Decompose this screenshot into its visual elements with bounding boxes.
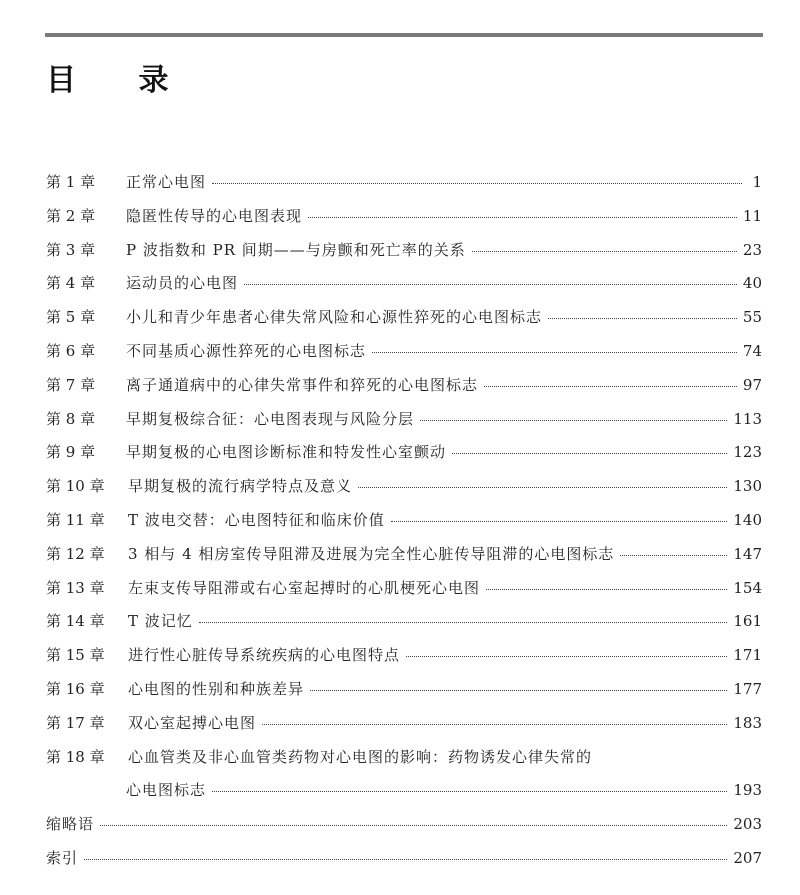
toc-entry[interactable] (46, 673, 762, 707)
page-number: 130 (733, 477, 762, 496)
page-number: 113 (733, 409, 762, 428)
chapter-title-line2: 心电图标志 (126, 781, 207, 800)
chapter-number: 第 7 章 (46, 375, 96, 394)
chapter-title: 正常心电图 (126, 173, 207, 191)
dot-leader (420, 419, 727, 421)
entry-title: 索引 (46, 848, 79, 867)
chapter-number: 第 8 章 (46, 409, 96, 428)
chapter-title: 离子通道病中的心律失常事件和猝死的心电图标志 (126, 375, 479, 394)
chapter-number: 第 5 章 (46, 308, 96, 327)
chapter-number: 第 12 章 (46, 544, 105, 563)
toc-entry[interactable] (46, 504, 762, 538)
toc-entry[interactable] (46, 335, 762, 369)
dot-leader (620, 554, 727, 556)
chapter-title: 早期复极综合征：心电图表现与风险分层 (126, 409, 415, 428)
dot-leader (452, 452, 727, 454)
chapter-number: 第 4 章 (46, 274, 96, 293)
page-number: 1 (752, 173, 762, 191)
dot-leader (472, 250, 737, 252)
chapter-title: T 波电交替：心电图特征和临床价值 (128, 510, 385, 529)
toc-entry[interactable] (46, 234, 762, 268)
toc-entry[interactable] (46, 403, 762, 437)
dot-leader (84, 858, 727, 860)
page-number: 147 (733, 544, 762, 563)
dot-leader (212, 182, 742, 184)
page-number: 74 (742, 341, 762, 360)
page-number: 177 (733, 679, 762, 698)
page-number: 97 (742, 375, 762, 394)
chapter-number: 第 18 章 (46, 747, 105, 766)
dot-leader (406, 655, 727, 657)
page-number: 23 (742, 240, 762, 259)
page-number: 183 (733, 713, 762, 732)
page-number: 203 (733, 815, 762, 834)
page-number: 55 (742, 308, 762, 327)
chapter-number: 第 6 章 (46, 341, 96, 360)
chapter-number: 第 9 章 (46, 443, 96, 462)
table-of-contents (46, 166, 762, 876)
dot-leader (484, 385, 737, 387)
chapter-title: 左束支传导阻滞或右心室起搏时的心肌梗死心电图 (128, 578, 481, 597)
dot-leader (244, 283, 737, 285)
toc-entry[interactable] (46, 470, 762, 504)
chapter-title: 不同基质心源性猝死的心电图标志 (126, 341, 367, 360)
page-number: 207 (733, 848, 762, 867)
page-number: 140 (733, 510, 762, 529)
chapter-number: 第 2 章 (46, 206, 96, 225)
page-number: 123 (733, 443, 762, 462)
chapter-title: 心电图的性别和种族差异 (128, 679, 305, 698)
chapter-title: 隐匿性传导的心电图表现 (126, 206, 303, 225)
dot-leader (262, 723, 727, 725)
chapter-number: 第 11 章 (46, 510, 105, 529)
toc-entry-chapter-18[interactable] (46, 741, 762, 775)
page-number: 154 (733, 578, 762, 597)
toc-entry-chapter-18-continued[interactable] (46, 774, 762, 808)
entry-title: 缩略语 (46, 815, 95, 834)
toc-entry[interactable] (46, 572, 762, 606)
page-number: 193 (733, 781, 762, 800)
chapter-number: 第 10 章 (46, 477, 105, 496)
toc-entry[interactable] (46, 267, 762, 301)
chapter-title: 早期复极的心电图诊断标准和特发性心室颤动 (126, 443, 447, 462)
dot-leader (310, 689, 727, 691)
toc-entry[interactable] (46, 639, 762, 673)
toc-entry[interactable] (46, 436, 762, 470)
page-number: 11 (742, 206, 762, 225)
dot-leader (391, 520, 728, 522)
dot-leader (372, 351, 737, 353)
dot-leader (486, 588, 727, 590)
chapter-title: 双心室起搏心电图 (128, 713, 257, 732)
chapter-number: 第 17 章 (46, 713, 105, 732)
chapter-number: 第 13 章 (46, 578, 105, 597)
chapter-title: 小儿和青少年患者心律失常风险和心源性猝死的心电图标志 (126, 308, 543, 327)
chapter-title-line1: 心血管类及非心血管类药物对心电图的影响：药物诱发心律失常的 (128, 747, 593, 766)
dot-leader (100, 824, 727, 826)
chapter-title: 进行性心脏传导系统疾病的心电图特点 (128, 646, 401, 665)
top-rule (45, 33, 763, 37)
toc-entry[interactable] (46, 200, 762, 234)
page-number: 40 (742, 274, 762, 293)
toc-entry[interactable] (46, 538, 762, 572)
page-number: 171 (733, 646, 762, 665)
chapter-title: 运动员的心电图 (126, 274, 239, 293)
dot-leader (358, 486, 727, 488)
toc-entry[interactable] (46, 605, 762, 639)
dot-leader (212, 790, 727, 792)
chapter-number: 第 3 章 (46, 240, 96, 259)
toc-entry[interactable] (46, 707, 762, 741)
page-number: 161 (733, 612, 762, 631)
chapter-number: 第 14 章 (46, 612, 105, 631)
toc-entry[interactable] (46, 369, 762, 403)
toc-entry-abbreviations[interactable] (46, 808, 762, 842)
chapter-number: 第 16 章 (46, 679, 105, 698)
toc-entries (46, 166, 762, 741)
chapter-number: 第 1 章 (46, 173, 96, 191)
toc-entry[interactable] (46, 301, 762, 335)
dot-leader (548, 317, 737, 319)
toc-entry-index[interactable] (46, 842, 762, 876)
chapter-title: 3 相与 4 相房室传导阻滞及进展为完全性心脏传导阻滞的心电图标志 (128, 544, 615, 563)
page-title: 目 录 (46, 63, 195, 98)
chapter-title: 早期复极的流行病学特点及意义 (128, 477, 353, 496)
dot-leader (308, 216, 737, 218)
chapter-title: P 波指数和 PR 间期——与房颤和死亡率的关系 (126, 240, 466, 259)
chapter-title: T 波记忆 (128, 612, 193, 631)
chapter-number: 第 15 章 (46, 646, 105, 665)
toc-entry[interactable] (46, 166, 762, 200)
dot-leader (199, 621, 728, 623)
